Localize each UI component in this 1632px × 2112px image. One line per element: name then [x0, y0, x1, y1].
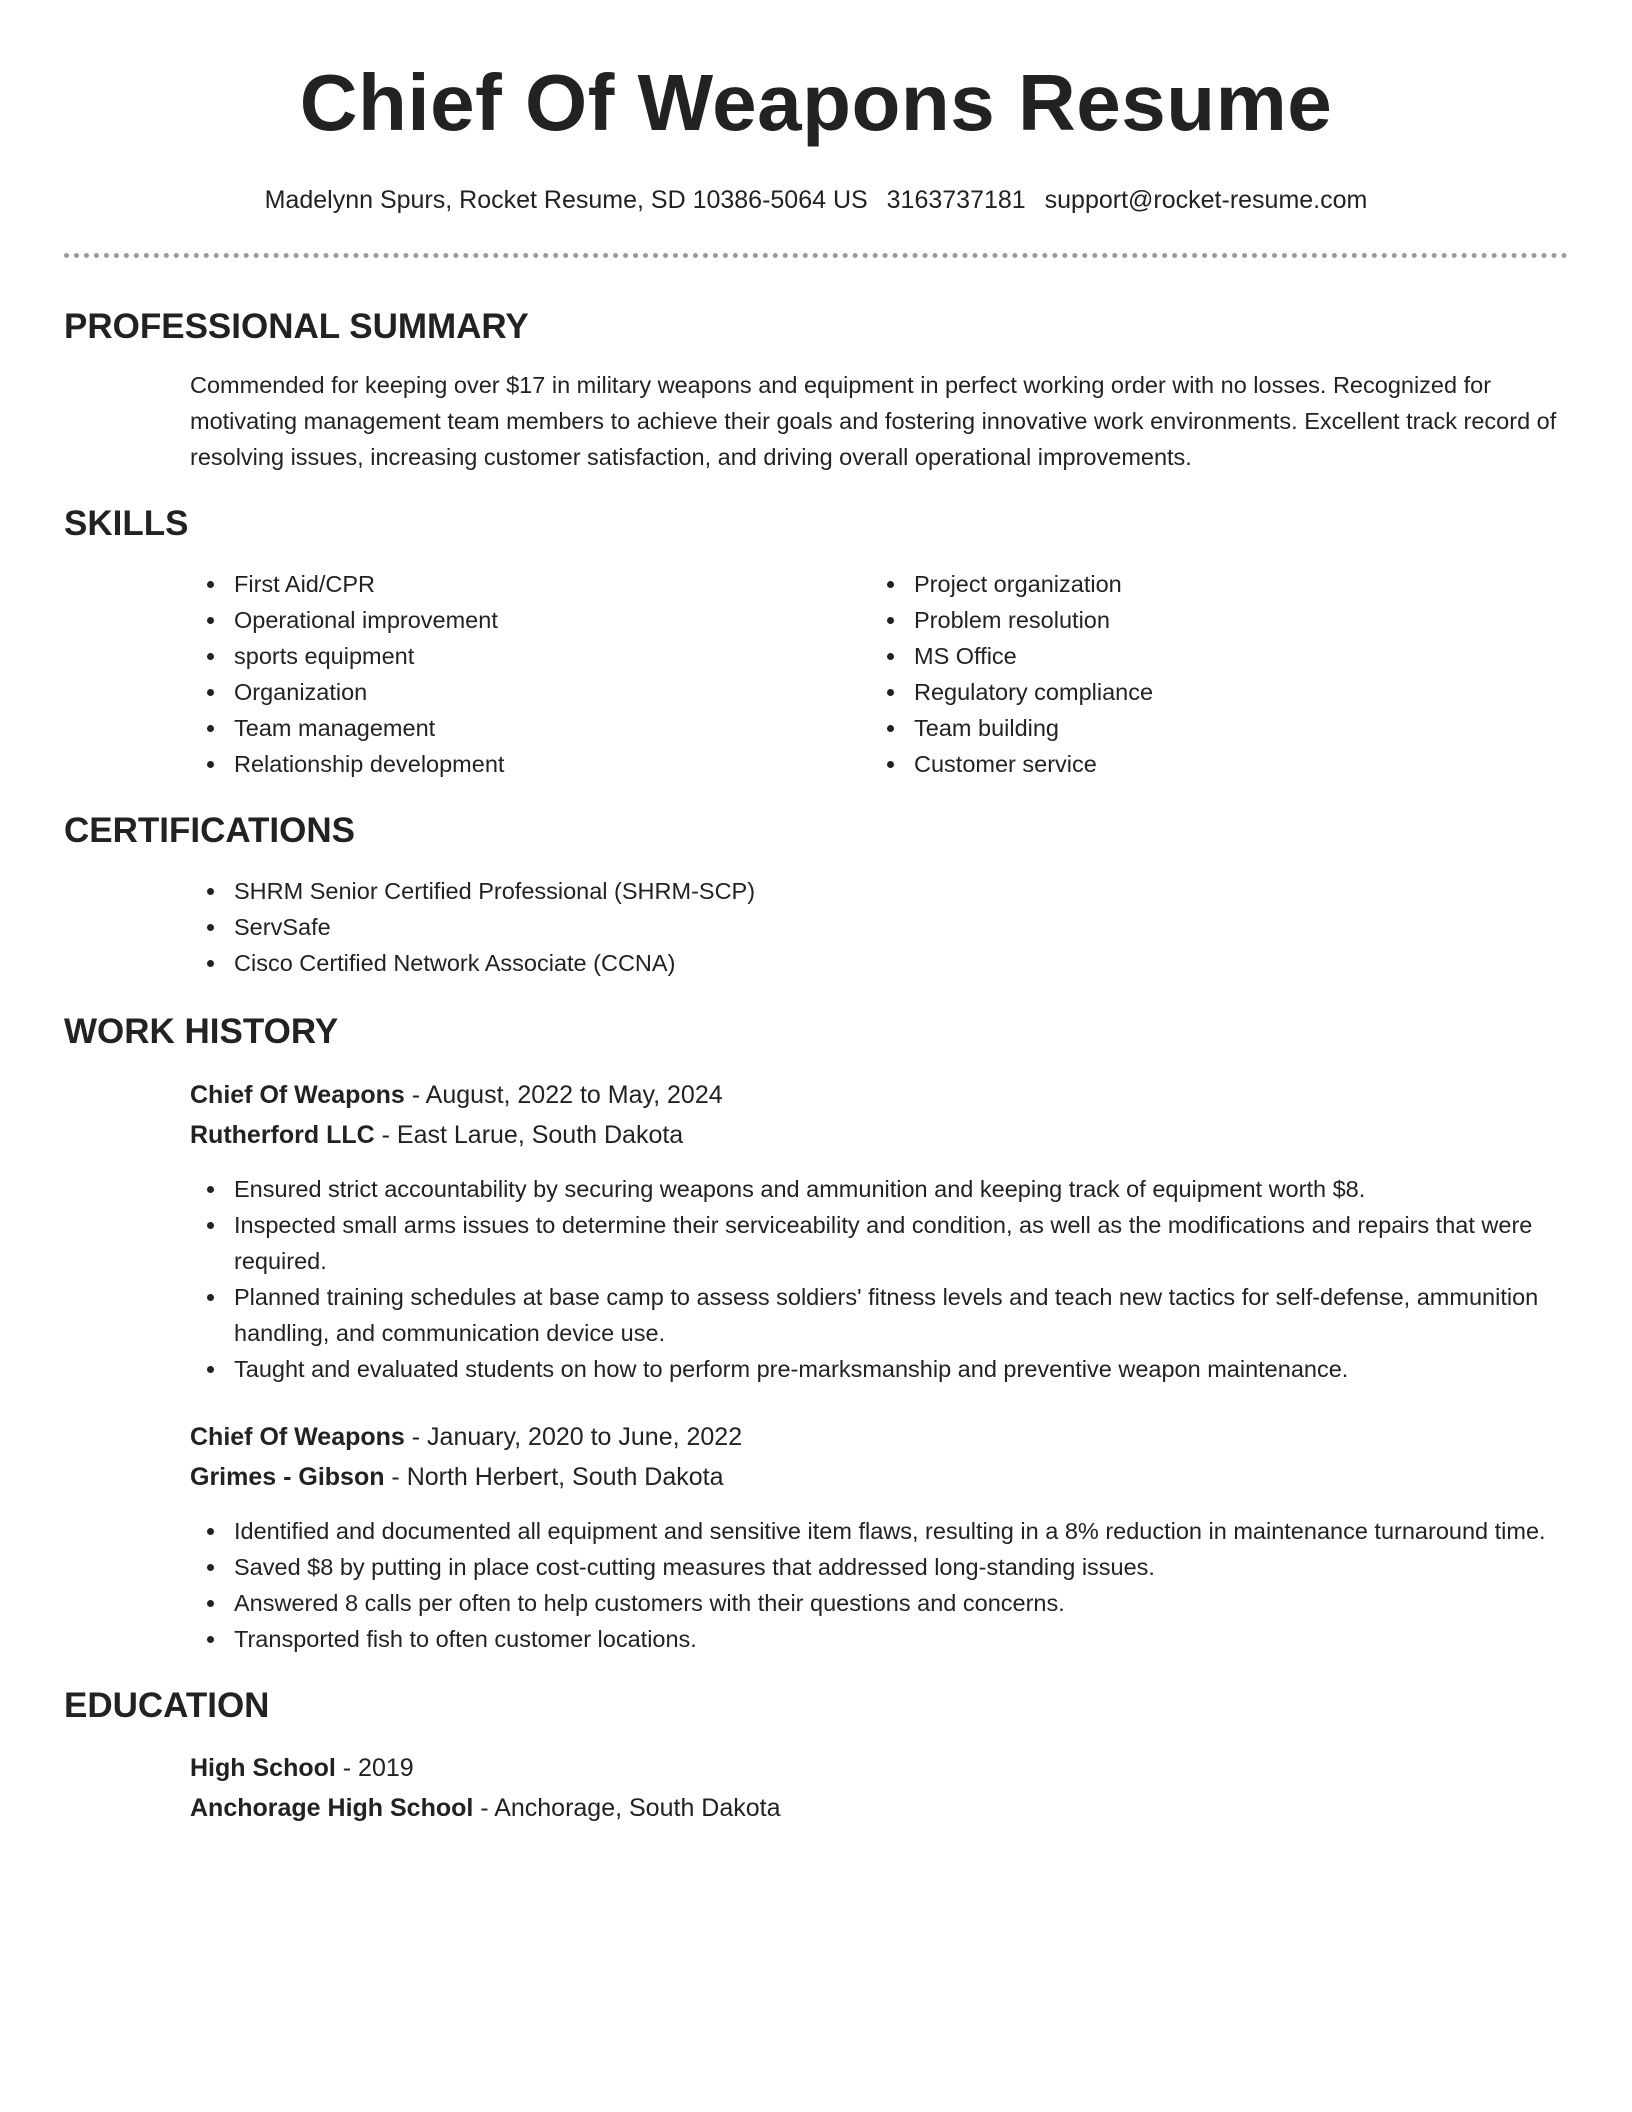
job-company-line	[190, 1115, 1568, 1155]
contact-line	[64, 183, 1568, 217]
work-history-section	[64, 1010, 1568, 1657]
job-company: Rutherford LLC	[190, 1121, 375, 1149]
job-bullets	[190, 1171, 1568, 1387]
certification-item: SHRM Senior Certified Professional (SHRM-SCP)	[234, 873, 1568, 909]
job-dates: - August, 2022 to May, 2024	[404, 1081, 723, 1109]
certifications-heading: CERTIFICATIONS	[64, 811, 356, 850]
resume-title: Chief Of Weapons Resume	[299, 58, 1333, 147]
job-bullet: Taught and evaluated students on how to perform pre-marksmanship and preventive weapon maintenance.	[234, 1351, 1568, 1387]
skills-section	[64, 502, 1568, 782]
skills-heading: SKILLS	[64, 504, 189, 543]
skill-item: Regulatory compliance	[914, 674, 1550, 710]
summary-heading: PROFESSIONAL SUMMARY	[64, 307, 529, 346]
summary-section	[64, 305, 1568, 475]
contact-email: support@rocket-resume.com	[1044, 186, 1368, 214]
job-company: Grimes - Gibson	[190, 1463, 385, 1491]
certification-item: Cisco Certified Network Associate (CCNA)	[234, 945, 1568, 981]
certifications-section	[64, 809, 1568, 981]
skill-item: Organization	[234, 674, 870, 710]
certification-item: ServSafe	[234, 909, 1568, 945]
job-entry	[190, 1075, 1568, 1387]
skill-item: sports equipment	[234, 638, 870, 674]
header-divider	[64, 253, 1568, 258]
job-bullet: Transported fish to often customer locations.	[234, 1621, 1568, 1657]
skills-column-right	[870, 566, 1550, 782]
skill-item: Customer service	[914, 746, 1550, 782]
resume-page	[64, 0, 1568, 1828]
skill-item: First Aid/CPR	[234, 566, 870, 602]
job-company-line	[190, 1457, 1568, 1497]
contact-address: Madelynn Spurs, Rocket Resume, SD 10386-5064 US	[264, 186, 868, 214]
job-title-line	[190, 1075, 1568, 1115]
job-title: Chief Of Weapons	[190, 1423, 405, 1451]
job-entry	[190, 1417, 1568, 1657]
job-bullet: Identified and documented all equipment and sensitive item flaws, resulting in a 8% reduction in maintenance turnaround time.	[234, 1513, 1568, 1549]
job-location: - East Larue, South Dakota	[374, 1121, 684, 1149]
job-bullet: Planned training schedules at base camp to assess soldiers' fitness levels and teach new tactics for self-defense, ammunition handling, and communication device use.	[234, 1279, 1568, 1351]
job-bullet: Answered 8 calls per often to help customers with their questions and concerns.	[234, 1585, 1568, 1621]
job-location: - North Herbert, South Dakota	[384, 1463, 724, 1491]
education-degree-line	[190, 1748, 1568, 1788]
job-title: Chief Of Weapons	[190, 1081, 405, 1109]
summary-text: Commended for keeping over $17 in military weapons and equipment in perfect working order with no losses. Recognized for motivating management team members to achieve their goals and fostering innovative work environments. Excellent track record of resolving issues, increasing customer satisfaction, and driving overall operational improvements.	[190, 372, 1557, 470]
certifications-list	[190, 873, 1568, 981]
education-heading: EDUCATION	[64, 1686, 270, 1725]
job-dates: - January, 2020 to June, 2022	[404, 1423, 743, 1451]
work-history-heading: WORK HISTORY	[64, 1012, 339, 1051]
job-bullet: Inspected small arms issues to determine their serviceability and condition, as well as the modifications and repairs that were required.	[234, 1207, 1568, 1279]
job-bullet: Saved $8 by putting in place cost-cutting measures that addressed long-standing issues.	[234, 1549, 1568, 1585]
skills-column-left	[190, 566, 870, 782]
job-title-line	[190, 1417, 1568, 1457]
education-school: Anchorage High School	[190, 1794, 474, 1822]
skill-item: Problem resolution	[914, 602, 1550, 638]
education-section	[64, 1684, 1568, 1828]
job-bullets	[190, 1513, 1568, 1657]
job-bullet: Ensured strict accountability by securing weapons and ammunition and keeping track of equipment worth $8.	[234, 1171, 1568, 1207]
skill-item: Team building	[914, 710, 1550, 746]
skill-item: Team management	[234, 710, 870, 746]
education-school-line	[190, 1788, 1568, 1828]
skill-item: Project organization	[914, 566, 1550, 602]
education-degree: High School	[190, 1754, 336, 1782]
skill-item: MS Office	[914, 638, 1550, 674]
skill-item: Operational improvement	[234, 602, 870, 638]
skill-item: Relationship development	[234, 746, 870, 782]
education-year: - 2019	[335, 1754, 414, 1782]
education-entry	[190, 1748, 1568, 1828]
skills-grid	[190, 566, 1568, 782]
education-location: - Anchorage, South Dakota	[473, 1794, 781, 1822]
contact-phone: 3163737181	[886, 186, 1026, 214]
